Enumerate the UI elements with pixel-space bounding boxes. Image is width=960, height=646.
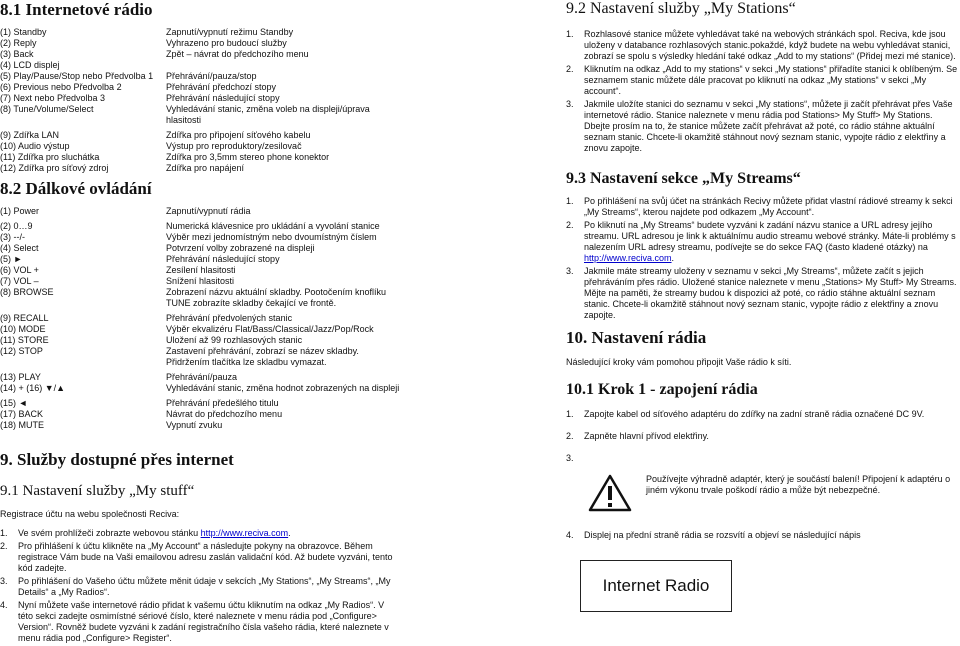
list-item xyxy=(566,196,960,218)
table-row xyxy=(0,163,400,174)
row-label: (10) Audio výstup xyxy=(0,141,70,151)
section-9-2-list xyxy=(566,29,960,156)
section-9-3-list xyxy=(566,196,960,323)
table-row xyxy=(0,287,400,309)
list-text-part: Po přihlášení do Vašeho účtu můžete měnit údaje v sekcích „My Stations“, „My Streams“, „My Details“ a „My Radios“. xyxy=(18,576,391,597)
row-value: Návrat do předchozího menu xyxy=(166,409,283,419)
list-text xyxy=(18,576,396,598)
step-2-number: 2. xyxy=(566,431,574,441)
list-number: 3. xyxy=(566,266,574,276)
row-label: (2) Reply xyxy=(0,38,37,48)
row-label: (1) Standby xyxy=(0,27,47,37)
table-row xyxy=(0,409,400,420)
table-row xyxy=(0,335,400,346)
table-row xyxy=(0,383,400,394)
row-label: (8) Tune/Volume/Select xyxy=(0,104,94,114)
row-label: (5) Play/Pause/Stop nebo Předvolba 1 xyxy=(0,71,154,81)
row-label: (6) VOL + xyxy=(0,265,39,275)
row-value: Zapnutí/vypnutí režimu Standby xyxy=(166,27,294,37)
row-label: (3) Back xyxy=(0,49,34,59)
list-item xyxy=(0,528,396,539)
list-text-part: . xyxy=(288,528,291,538)
table-row xyxy=(0,206,400,217)
row-label: (15) ◄ xyxy=(0,398,28,408)
row-label: (9) Zdířka LAN xyxy=(0,130,60,140)
reciva-link[interactable]: http://www.reciva.com xyxy=(200,528,289,538)
row-value: Zesílení hlasitosti xyxy=(166,265,236,275)
table-row xyxy=(0,49,400,60)
row-value: Přehrávání následující stopy xyxy=(166,93,280,103)
section-10-intro: Následující kroky vám pomohou připojit Vaše rádio k síti. xyxy=(566,357,792,367)
table-row xyxy=(0,346,400,368)
list-number: 3. xyxy=(566,99,574,109)
list-text xyxy=(18,600,396,644)
row-value: Výběr mezi jednomístným nebo dvoumístným číslem xyxy=(166,232,377,242)
row-value: Zpět – návrat do předchozího menu xyxy=(166,49,309,59)
table-row xyxy=(0,254,400,265)
table-row xyxy=(0,130,400,141)
table-row xyxy=(0,221,400,232)
list-number: 2. xyxy=(0,541,8,551)
list-item xyxy=(566,220,960,264)
list-text-part: Nyní můžete vaše internetové rádio přidat k vašemu účtu kliknutím na odkaz „My Radios“. V této sekci zadejte osmimístné sériové číslo, které naleznete v menu rádia pod „Configure> Version“. Rovněž budete vyzváni k zadání registračního čísla vašeho rádia, které naleznete v menu rádia pod „Configure> Register“. xyxy=(18,600,389,643)
list-item xyxy=(566,266,960,321)
step-1 xyxy=(566,409,960,420)
row-label: (18) MUTE xyxy=(0,420,45,430)
row-label: (5) ► xyxy=(0,254,23,264)
section-9-2-title: 9.2 Nastavení služby „My Stations“ xyxy=(566,0,796,17)
table-row xyxy=(0,265,400,276)
table-row xyxy=(0,60,400,71)
table-row xyxy=(0,104,400,126)
row-value: Numerická klávesnice pro ukládání a vyvolání stanice xyxy=(166,221,380,231)
list-text xyxy=(584,266,960,321)
radio-display-text: Internet Radio xyxy=(602,576,710,595)
row-label: (10) MODE xyxy=(0,324,46,334)
warning-icon xyxy=(588,474,632,512)
row-value: Výstup pro reproduktory/zesilovač xyxy=(166,141,302,151)
list-item xyxy=(566,99,960,154)
row-label: (17) BACK xyxy=(0,409,44,419)
step-2-text: Zapněte hlavní přívod elektřiny. xyxy=(584,431,709,441)
table-row xyxy=(0,232,400,243)
row-value: Přehrávání následující stopy xyxy=(166,254,280,264)
row-label: (7) VOL – xyxy=(0,276,39,286)
section-8-2-title: 8.2 Dálkové ovládání xyxy=(0,179,152,198)
row-value: Přehrávání předchozí stopy xyxy=(166,82,277,92)
table-row xyxy=(0,27,400,38)
row-value: Uložení až 99 rozhlasových stanic xyxy=(166,335,303,345)
list-text-part: Po kliknutí na „My Streams“ budete vyzváni k zadání názvu stanice a URL adresy jejího streamu. URL adresou je link k aktuálnímu audio streamu webové stránky. Máte-li problémy s nalezením URL adresy streamu, podívejte se do sekce FAQ (často kladené otázky) na xyxy=(584,220,956,252)
row-label: (4) LCD displej xyxy=(0,60,60,70)
warning-box xyxy=(588,474,960,512)
table-row xyxy=(0,243,400,254)
list-item xyxy=(0,576,396,598)
list-item xyxy=(0,541,396,574)
row-value: Snížení hlasitosti xyxy=(166,276,235,286)
section-10-title: 10. Nastavení rádia xyxy=(566,328,707,347)
list-number: 3. xyxy=(0,576,8,586)
reciva-link[interactable]: http://www.reciva.com xyxy=(584,253,672,263)
list-text: Rozhlasové stanice můžete vyhledávat také na webových stránkách spol. Reciva, kde jsou uloženy v databance rozhlasových stanic.pokaždé, když budete na webu vyhledávat stanici, zobrazí se spolu s výsledky hledání také odkaz „Add to my stations“ (Přidej mezi mé stanice). xyxy=(584,29,956,61)
table-row xyxy=(0,141,400,152)
table-row xyxy=(0,398,400,409)
list-text-part: Pro přihlášení k účtu klikněte na „My Account“ a následujte pokyny na obrazovce. Během registrace Vám bude na Vaši emailovou adresu zaslán validační kód. Až budete vyzváni, tento kód zadejte. xyxy=(18,541,393,573)
row-label: (8) BROWSE xyxy=(0,287,54,297)
list-text: Jakmile uložíte stanici do seznamu v sekci „My stations“, můžete ji začít přehrávat přes Vaše internetové rádio. Stanice naleznete v menu rádia pod Stations> My Stuff> My Stations. Dbejte prosím na to, že stanice můžete začít přehrávat až poté, co rádio stáhne aktuální seznam stanic. Chcete-li okamžitě stáhnout nový seznam stanic, vypojte rádio z elektřiny a znovu zapojte. xyxy=(584,99,953,153)
section-9-1-title: 9.1 Nastavení služby „My stuff“ xyxy=(0,483,195,499)
list-text-part: Ve svém prohlížeči zobrazte webovou stánku xyxy=(18,528,201,538)
list-number: 4. xyxy=(0,600,8,610)
row-label: (12) Zdířka pro síťový zdroj xyxy=(0,163,109,173)
row-value: Zdířka pro připojení síťového kabelu xyxy=(166,130,311,140)
section-8-2-table xyxy=(0,206,400,431)
row-value xyxy=(166,60,400,71)
list-item xyxy=(566,29,960,62)
row-label: (13) PLAY xyxy=(0,372,41,382)
row-value: Přehrávání/pauza/stop xyxy=(166,71,257,81)
section-9-title: 9. Služby dostupné přes internet xyxy=(0,450,234,469)
row-value: Vyhrazeno pro budoucí služby xyxy=(166,38,287,48)
step-4 xyxy=(566,530,960,541)
list-text xyxy=(584,220,960,264)
row-label: (11) Zdířka pro sluchátka xyxy=(0,152,100,162)
list-text: Kliknutím na odkaz „Add to my stations“ v sekci „My stations“ přiřadíte stanici k oblíbeným. Se seznamem stanic můžete dále pracovat po kliknutí na odkaz „My stations“ v sekci „My account“. xyxy=(584,64,958,96)
list-number: 2. xyxy=(566,64,574,74)
row-value: Zapnutí/vypnutí rádia xyxy=(166,206,251,216)
list-text-part: . xyxy=(671,253,675,263)
list-text-part: Po přihlášení na svůj účet na stránkách Recivy můžete přidat vlastní rádiové streamy k sekci „My Streams“, kterou najdete pod odkazem „My Account“. xyxy=(584,196,953,217)
table-row xyxy=(0,38,400,49)
section-9-3-title: 9.3 Nastavení sekce „My Streams“ xyxy=(566,170,801,187)
table-row xyxy=(0,372,400,383)
list-number: 2. xyxy=(566,220,574,230)
table-row xyxy=(0,152,400,163)
step-4-number: 4. xyxy=(566,530,574,540)
row-value: Vyhledávání stanic, změna voleb na displeji/úprava hlasitosti xyxy=(166,104,370,125)
section-8-1-title: 8.1 Internetové rádio xyxy=(0,0,153,19)
list-number: 1. xyxy=(566,29,574,39)
step-1-number: 1. xyxy=(566,409,574,419)
table-row xyxy=(0,71,400,82)
section-9-1-intro: Registrace účtu na webu společnosti Reciva: xyxy=(0,509,180,519)
step-2 xyxy=(566,431,960,442)
list-item xyxy=(566,64,960,97)
step-1-text: Zapojte kabel od síťového adaptéru do zdířky na zadní straně rádia označené DC 9V. xyxy=(584,409,925,419)
row-label: (6) Previous nebo Předvolba 2 xyxy=(0,82,122,92)
radio-display xyxy=(580,560,732,612)
table-row xyxy=(0,324,400,335)
row-label: (7) Next nebo Předvolba 3 xyxy=(0,93,106,103)
row-label: (1) Power xyxy=(0,206,40,216)
warning-text: Používejte výhradně adaptér, který je součástí balení! Připojení k adaptéru o jiném výkonu trvale poškodí rádio a může být nebezpečné. xyxy=(646,474,951,495)
row-label: (3) --/- xyxy=(0,232,25,242)
row-value: Přehrávání předešlého titulu xyxy=(166,398,279,408)
row-value: Zobrazení názvu aktuální skladby. Pootočením knoflíku TUNE zobrazíte skladby čekající ve frontě. xyxy=(166,287,386,308)
list-item xyxy=(0,600,396,644)
table-row xyxy=(0,313,400,324)
row-value: Vyhledávání stanic, změna hodnot zobrazených na displeji xyxy=(166,383,400,393)
section-9-1-list xyxy=(0,528,396,646)
step-3-number: 3. xyxy=(566,453,574,463)
row-value: Zastavení přehrávání, zobrazí se název skladby. Přidržením tlačítka lze skladbu vymazat. xyxy=(166,346,359,367)
list-text xyxy=(584,196,960,218)
list-number: 1. xyxy=(566,196,574,206)
row-label: (12) STOP xyxy=(0,346,43,356)
list-text-part: Jakmile máte streamy uloženy v seznamu v sekci „My Streams“, můžete začít s jejich přehráváním přes rádio. Uložené stanice naleznete v menu „Stations> My Stuff> My Streams. Mějte na paměti, že streamy budou k dispozici až poté, co rádio stáhne aktuální seznam stanic. Chcete-li okamžitě stáhnout nový seznam stanic, vypojte rádio z elektřiny a znovu zapojte. xyxy=(584,266,957,320)
row-value: Výběr ekvalizéru Flat/Bass/Classical/Jazz/Pop/Rock xyxy=(166,324,374,334)
section-8-1-table xyxy=(0,27,400,174)
row-value: Přehrávání/pauza xyxy=(166,372,238,382)
row-value: Vypnutí zvuku xyxy=(166,420,223,430)
row-label: (4) Select xyxy=(0,243,39,253)
row-label: (9) RECALL xyxy=(0,313,49,323)
row-label: (11) STORE xyxy=(0,335,49,345)
row-value: Zdířka pro 3,5mm stereo phone konektor xyxy=(166,152,330,162)
table-row xyxy=(0,420,400,431)
row-value: Potvrzení volby zobrazené na displeji xyxy=(166,243,315,253)
table-row xyxy=(0,276,400,287)
row-value: Zdířka pro napájení xyxy=(166,163,245,173)
section-10-1-title: 10.1 Krok 1 - zapojení rádia xyxy=(566,381,758,398)
row-label: (2) 0…9 xyxy=(0,221,33,231)
step-4-text: Displej na přední straně rádia se rozsvítí a objeví se následující nápis xyxy=(584,530,861,540)
row-label: (14) + (16) ▼/▲ xyxy=(0,383,66,393)
list-text xyxy=(18,541,396,574)
list-text xyxy=(18,528,396,539)
row-value: Přehrávání předvolených stanic xyxy=(166,313,293,323)
table-row xyxy=(0,93,400,104)
list-number: 1. xyxy=(0,528,8,538)
table-row xyxy=(0,82,400,93)
